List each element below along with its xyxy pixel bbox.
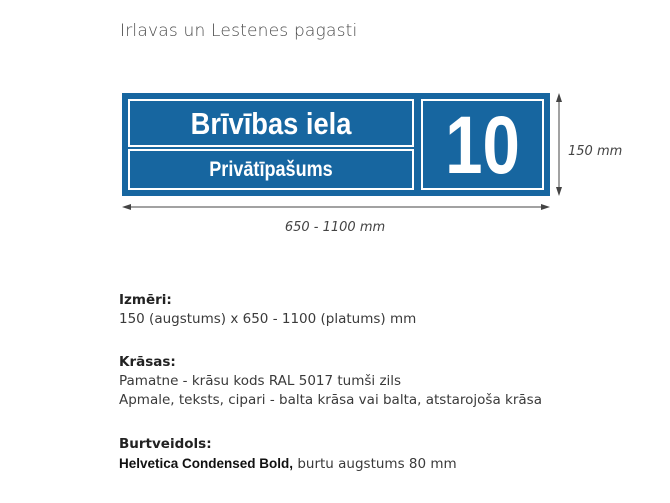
property-type: Privātīpašums (209, 158, 333, 181)
colors-section (119, 353, 542, 410)
page-title: Irlavas un Lestenes pagasti (120, 21, 358, 41)
font-detail: burtu augstums 80 mm (293, 456, 457, 472)
height-arrow-bottom (556, 187, 562, 196)
colors-line-1: Pamatne - krāsu kods RAL 5017 tumši zils (119, 373, 402, 389)
width-dimension-label: 650 - 1100 mm (284, 220, 386, 235)
colors-label: Krāsas: (119, 354, 176, 370)
font-section (119, 435, 457, 474)
size-section (119, 291, 416, 329)
size-text: 150 (augstums) x 650 - 1100 (platums) mm (119, 311, 417, 327)
font-label: Burtveidols: (119, 436, 212, 452)
width-arrow-left (122, 204, 131, 210)
street-name: Brīvības iela (190, 106, 352, 141)
size-label: Izmēri: (119, 292, 172, 308)
house-number: 10 (445, 100, 520, 191)
width-arrow-right (541, 204, 550, 210)
font-name: Helvetica Condensed Bold, (119, 456, 294, 471)
height-dimension-label: 150 mm (568, 144, 623, 159)
height-arrow-top (556, 93, 562, 102)
colors-line-2: Apmale, teksts, cipari - balta krāsa vai balta, atstarojoša krāsa (119, 392, 542, 408)
font-line (119, 454, 457, 474)
